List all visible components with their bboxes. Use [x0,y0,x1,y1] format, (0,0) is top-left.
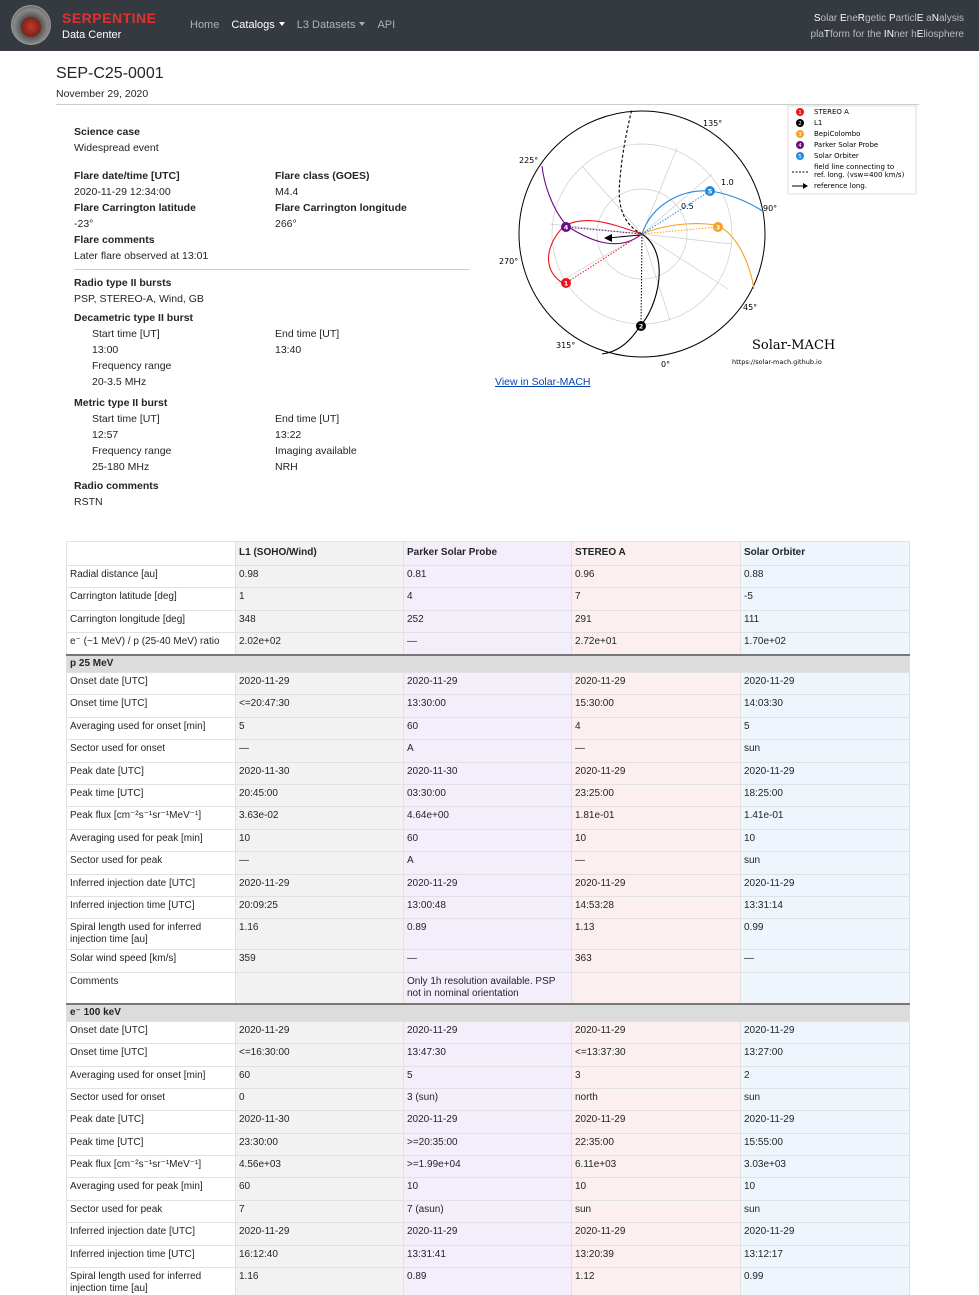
table-cell: 2020-11-29 [236,874,404,896]
table-row [67,1066,910,1088]
connecting-lines [563,191,718,326]
table-cell: 291 [572,610,741,632]
serpentine-logo[interactable] [11,5,51,45]
solar-mach-url: https://solar-mach.github.io [732,358,822,366]
table-cell: 1.12 [572,1268,741,1295]
table-cell: 2020-11-29 [572,1111,741,1133]
table-cell: — [404,950,572,972]
table-cell: 0.96 [572,566,741,588]
solar-mach-watermark: Solar-MACH [752,338,836,353]
row-label: Sector used for onset [67,740,236,762]
table-row [67,762,910,784]
metric-end-label: End time [UT] [275,413,340,425]
table-cell: 2.72e+01 [572,633,741,655]
table-row [67,695,910,717]
sep-data-table [66,541,910,1295]
table-row [67,740,910,762]
table-cell: 2020-11-29 [741,1223,910,1245]
svg-text:315°: 315° [556,341,576,350]
table-cell: 14:53:28 [572,896,741,918]
table-cell: 0.99 [741,919,910,950]
table-cell: 20:45:00 [236,785,404,807]
table-row [67,972,910,1004]
metric-label: Metric type II burst [74,397,168,409]
table-cell: 7 [572,588,741,610]
row-label: Averaging used for onset [min] [67,717,236,739]
table-cell: 15:55:00 [741,1133,910,1155]
row-label: Onset time [UTC] [67,695,236,717]
table-cell: 18:25:00 [741,785,910,807]
metric-end-value: 13:22 [275,429,302,441]
brand-subtitle[interactable]: Data Center [62,29,122,41]
table-cell: 1.13 [572,919,741,950]
table-row [67,673,910,695]
svg-text:1: 1 [798,110,802,116]
row-label: e⁻ (~1 MeV) / p (25-40 MeV) ratio [67,633,236,655]
table-row [67,1088,910,1110]
table-cell: sun [741,1200,910,1222]
table-cell: >=20:35:00 [404,1133,572,1155]
table-cell: 23:30:00 [236,1133,404,1155]
row-label: Inferred injection time [UTC] [67,896,236,918]
table-cell: 22:35:00 [572,1133,741,1155]
table-cell: 2020-11-29 [236,1223,404,1245]
svg-text:270°: 270° [499,257,519,266]
row-label: Solar wind speed [km/s] [67,950,236,972]
table-cell: A [404,740,572,762]
metric-freq-label: Frequency range [92,445,172,457]
table-cell: north [572,1088,741,1110]
svg-text:225°: 225° [519,156,539,165]
svg-text:3: 3 [798,132,802,138]
table-cell: 2020-11-29 [741,1111,910,1133]
svg-text:L1: L1 [814,119,823,127]
table-cell: 2020-11-29 [404,874,572,896]
table-cell: 0.99 [741,1268,910,1295]
nav-home[interactable]: Home [190,19,220,31]
flare-lon-value: 266° [275,218,297,230]
row-label: Sector used for peak [67,852,236,874]
metric-start-label: Start time [UT] [92,413,160,425]
table-cell: 60 [236,1066,404,1088]
svg-text:reference long.: reference long. [814,182,867,190]
table-cell: 15:30:00 [572,695,741,717]
table-cell: 2020-11-29 [404,673,572,695]
row-label: Inferred injection time [UTC] [67,1245,236,1267]
table-cell: 6.11e+03 [572,1156,741,1178]
flare-lat-label: Flare Carrington latitude [74,202,196,214]
reference-field-line [619,109,642,234]
deca-freq-value: 20-3.5 MHz [92,376,147,388]
row-label: Averaging used for peak [min] [67,1178,236,1200]
field-lines [542,109,764,354]
table-cell: 7 (asun) [404,1200,572,1222]
table-cell: 0.88 [741,566,910,588]
row-label: Peak date [UTC] [67,762,236,784]
table-row [67,1133,910,1155]
table-cell: 10 [572,829,741,851]
flare-comments-label: Flare comments [74,234,155,246]
table-row [67,1021,910,1043]
svg-text:Parker Solar Probe: Parker Solar Probe [814,141,879,149]
table-cell: 0 [236,1088,404,1110]
flare-lat-value: -23° [74,218,94,230]
table-cell: 13:12:17 [741,1245,910,1267]
table-cell: 13:00:48 [404,896,572,918]
table-cell: 363 [572,950,741,972]
radio-value: PSP, STEREO-A, Wind, GB [74,293,204,305]
table-cell: 359 [236,950,404,972]
science-case-value: Widespread event [74,142,159,154]
svg-text:0°: 0° [661,360,671,369]
row-label: Peak time [UTC] [67,1133,236,1155]
table-row [67,896,910,918]
science-case-label: Science case [74,126,140,138]
nav-catalogs[interactable]: Catalogs [231,19,284,31]
table-cell: 3.03e+03 [741,1156,910,1178]
row-label: Spiral length used for inferred injection time [au] [67,1268,236,1295]
table-row [67,1245,910,1267]
table-cell: 2020-11-29 [741,1021,910,1043]
table-cell: 10 [404,1178,572,1200]
flare-class-label: Flare class (GOES) [275,170,370,182]
row-label: Spiral length used for inferred injection time [au] [67,919,236,950]
row-label: Onset date [UTC] [67,673,236,695]
table-cell: 0.89 [404,1268,572,1295]
solar-mach-plot[interactable] [492,104,922,374]
table-cell: 3.63e-02 [236,807,404,829]
chevron-down-icon [279,22,285,26]
table-cell: 4.64e+00 [404,807,572,829]
table-cell: 2020-11-29 [572,1223,741,1245]
table-cell: 2020-11-29 [741,762,910,784]
deca-start-value: 13:00 [92,344,119,356]
table-row [67,919,910,950]
table-cell: 2.02e+02 [236,633,404,655]
table-cell: 2020-11-30 [404,762,572,784]
section-title: p 25 MeV [67,655,910,673]
deca-end-label: End time [UT] [275,328,340,340]
table-cell: 60 [236,1178,404,1200]
table-cell: 2020-11-29 [572,1021,741,1043]
table-cell: 348 [236,610,404,632]
nav-api[interactable]: API [377,19,396,31]
table-cell: 4 [572,717,741,739]
table-row [67,1268,910,1295]
table-cell: 2020-11-29 [741,673,910,695]
page-title: SEP-C25-0001 [56,65,164,82]
table-cell: 3 (sun) [404,1088,572,1110]
table-cell: 13:30:00 [404,695,572,717]
flare-datetime-label: Flare date/time [UTC] [74,170,180,182]
table-cell: A [404,852,572,874]
table-cell: 1.70e+02 [741,633,910,655]
table-cell: 23:25:00 [572,785,741,807]
flare-lon-label: Flare Carrington longitude [275,202,407,214]
table-row [67,717,910,739]
svg-text:90°: 90° [763,204,778,213]
row-label: Carrington longitude [deg] [67,610,236,632]
table-cell: 10 [741,1178,910,1200]
table-cell: 13:27:00 [741,1044,910,1066]
section-row [67,1004,910,1022]
svg-text:4: 4 [798,143,802,149]
deca-freq-label: Frequency range [92,360,172,372]
radio-comments-value: RSTN [74,496,103,508]
table-cell: 0.98 [236,566,404,588]
row-label: Peak time [UTC] [67,785,236,807]
table-cell: 10 [741,829,910,851]
table-row [67,1044,910,1066]
nav-l3-datasets[interactable]: L3 Datasets [297,19,366,31]
row-label: Comments [67,972,236,1004]
table-row [67,829,910,851]
table-cell: sun [741,740,910,762]
imaging-value: NRH [275,461,298,473]
table-cell: 13:47:30 [404,1044,572,1066]
table-cell: 7 [236,1200,404,1222]
table-cell: 03:30:00 [404,785,572,807]
imaging-label: Imaging available [275,445,357,457]
nav-links [190,19,407,31]
row-label: Inferred injection date [UTC] [67,874,236,896]
svg-text:field line connecting to: field line connecting to [814,163,895,171]
table-cell: — [572,852,741,874]
table-cell: 13:20:39 [572,1245,741,1267]
table-cell [741,972,910,1004]
table-cell: 2020-11-29 [404,1223,572,1245]
table-cell: 1.16 [236,1268,404,1295]
row-label: Peak flux [cm⁻²s⁻¹sr⁻¹MeV⁻¹] [67,1156,236,1178]
row-label: Averaging used for peak [min] [67,829,236,851]
table-cell: 60 [404,717,572,739]
table-header-l1: L1 (SOHO/Wind) [236,542,404,566]
section-title: e⁻ 100 keV [67,1004,910,1022]
table-header [67,542,236,566]
table-cell: 60 [404,829,572,851]
plot-legend [788,106,916,194]
table-cell: — [572,740,741,762]
table-cell: — [741,950,910,972]
table-cell: 16:12:40 [236,1245,404,1267]
table-cell: 2020-11-29 [236,673,404,695]
table-row [67,588,910,610]
tagline-line1: Solar EneRgetic ParticlE aNalysis [813,13,964,24]
table-cell: 0.81 [404,566,572,588]
svg-text:Solar Orbiter: Solar Orbiter [814,152,859,160]
row-label: Sector used for onset [67,1088,236,1110]
divider [74,269,469,270]
table-cell: 10 [236,829,404,851]
table-cell: 20:09:25 [236,896,404,918]
row-label: Sector used for peak [67,1200,236,1222]
table-header-stereo-a: STEREO A [572,542,741,566]
table-cell: -5 [741,588,910,610]
table-cell: 1.81e-01 [572,807,741,829]
svg-text:2: 2 [638,322,644,331]
table-cell: sun [741,1088,910,1110]
table-cell [236,972,404,1004]
svg-text:1.0: 1.0 [721,178,734,187]
table-row [67,610,910,632]
navbar [0,0,979,51]
table-cell: 2020-11-29 [572,762,741,784]
flare-datetime-value: 2020-11-29 12:34:00 [74,186,171,198]
decametric-label: Decametric type II burst [74,312,194,324]
svg-text:5: 5 [798,154,802,160]
table-cell: 10 [572,1178,741,1200]
table-cell: 14:03:30 [741,695,910,717]
deca-end-value: 13:40 [275,344,302,356]
svg-text:BepiColombo: BepiColombo [814,130,861,138]
table-cell: 2020-11-29 [572,673,741,695]
flare-class-value: M4.4 [275,186,299,198]
row-label: Radial distance [au] [67,566,236,588]
radio-label: Radio type II bursts [74,277,172,289]
table-cell: <=16:30:00 [236,1044,404,1066]
section-row [67,655,910,673]
table-row [67,950,910,972]
svg-text:5: 5 [707,187,713,196]
flare-comments-value: Later flare observed at 13:01 [74,250,209,262]
table-cell: 2020-11-29 [572,874,741,896]
svg-text:STEREO A: STEREO A [814,108,849,116]
view-in-solar-mach-link[interactable]: View in Solar-MACH [495,376,591,388]
brand-title[interactable]: SERPENTINE [62,10,157,26]
row-label: Carrington latitude [deg] [67,588,236,610]
svg-text:2: 2 [798,121,802,127]
table-cell: 5 [236,717,404,739]
row-label: Peak flux [cm⁻²s⁻¹sr⁻¹MeV⁻¹] [67,807,236,829]
table-cell: 13:31:14 [741,896,910,918]
table-cell: 2020-11-29 [741,874,910,896]
svg-text:1: 1 [563,279,569,288]
table-cell: <=13:37:30 [572,1044,741,1066]
svg-text:45°: 45° [743,303,758,312]
svg-text:3: 3 [715,223,721,232]
table-cell: 2020-11-29 [404,1111,572,1133]
row-label: Onset date [UTC] [67,1021,236,1043]
table-cell: 252 [404,610,572,632]
table-row [67,807,910,829]
table-cell: — [236,852,404,874]
event-date: November 29, 2020 [56,88,149,100]
radio-comments-label: Radio comments [74,480,159,492]
table-cell [572,972,741,1004]
table-header-row [67,542,910,566]
table-cell: 2020-11-29 [404,1021,572,1043]
table-cell: <=20:47:30 [236,695,404,717]
svg-text:135°: 135° [703,119,723,128]
table-cell: 2020-11-30 [236,762,404,784]
table-cell: sun [572,1200,741,1222]
table-row [67,852,910,874]
svg-text:ref. long. (vsw=400 km/s): ref. long. (vsw=400 km/s) [814,171,905,179]
table-cell: 111 [741,610,910,632]
table-cell: Only 1h resolution available. PSP not in nominal orientation [404,972,572,1004]
chevron-down-icon [359,22,365,26]
table-cell: 5 [404,1066,572,1088]
table-row [67,566,910,588]
table-cell: 1.41e-01 [741,807,910,829]
table-header-solar-orbiter: Solar Orbiter [741,542,910,566]
tagline-line2: plaTform for the INner hEliosphere [810,29,964,40]
table-cell: — [236,740,404,762]
table-body [67,566,910,1295]
table-cell: 4 [404,588,572,610]
table-cell: 2020-11-29 [236,1021,404,1043]
metric-freq-value: 25-180 MHz [92,461,150,473]
svg-text:0.5: 0.5 [681,202,694,211]
table-cell: 2020-11-30 [236,1111,404,1133]
metric-start-value: 12:57 [92,429,119,441]
table-cell: 1 [236,588,404,610]
table-row [67,633,910,655]
table-row [67,1178,910,1200]
table-cell: 2 [741,1066,910,1088]
row-label: Inferred injection date [UTC] [67,1223,236,1245]
table-cell: sun [741,852,910,874]
table-cell: >=1.99e+04 [404,1156,572,1178]
row-label: Peak date [UTC] [67,1111,236,1133]
table-row [67,1156,910,1178]
tagline [811,11,964,43]
deca-start-label: Start time [UT] [92,328,160,340]
table-row [67,1223,910,1245]
table-row [67,785,910,807]
table-cell: 3 [572,1066,741,1088]
row-label: Averaging used for onset [min] [67,1066,236,1088]
table-cell: 1.16 [236,919,404,950]
svg-text:4: 4 [563,223,569,232]
table-row [67,874,910,896]
table-cell: 0.89 [404,919,572,950]
table-cell: 4.56e+03 [236,1156,404,1178]
table-cell: — [404,633,572,655]
table-row [67,1200,910,1222]
table-cell: 13:31:41 [404,1245,572,1267]
table-cell: 5 [741,717,910,739]
table-header-psp: Parker Solar Probe [404,542,572,566]
row-label: Onset time [UTC] [67,1044,236,1066]
table-row [67,1111,910,1133]
angle-labels [499,119,777,369]
